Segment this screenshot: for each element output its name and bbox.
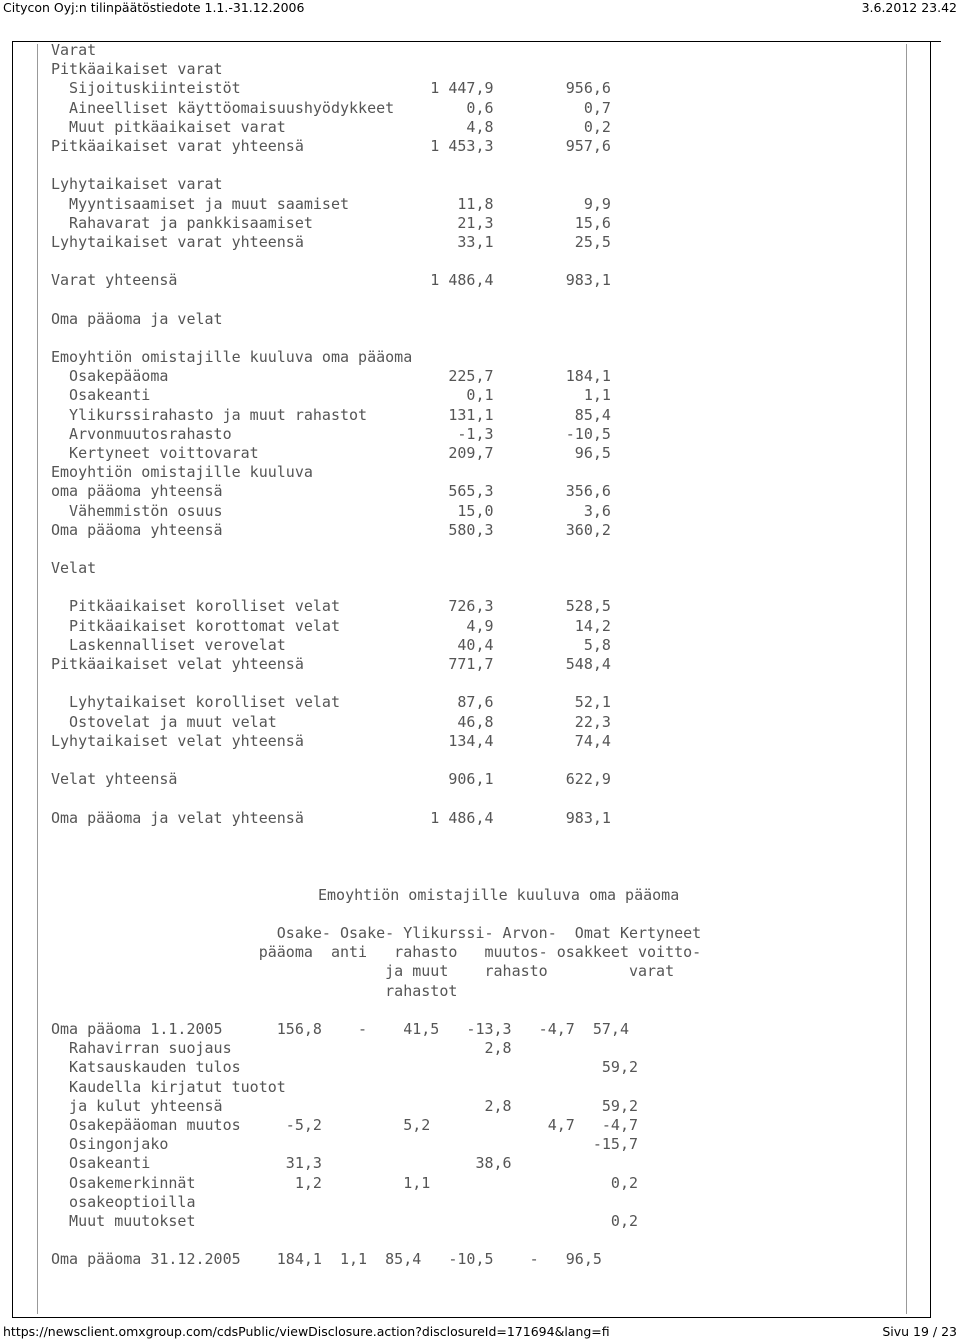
balance-line: Arvonmuutosrahasto -1,3 -10,5 [51, 424, 611, 443]
equity-header-line: pääoma anti rahasto muutos- osakkeet voitto- [51, 943, 702, 962]
balance-line: Kertyneet voittovarat 209,7 96,5 [51, 443, 611, 462]
equity-line: Oma pääoma 1.1.2005 156,8 - 41,5 -13,3 -4,7 57,4 [51, 1020, 629, 1038]
balance-line: Lyhytaikaiset varat yhteensä 33,1 25,5 [51, 232, 611, 251]
balance-line [51, 578, 611, 597]
balance-line [51, 789, 611, 808]
balance-line: Osakepääoma 225,7 184,1 [51, 367, 611, 386]
balance-line: Oma pääoma yhteensä 580,3 360,2 [51, 520, 611, 539]
equity-header-line: ja muut rahasto varat [51, 962, 675, 981]
balance-line: Sijoituskiinteistöt 1 447,9 956,6 [51, 79, 611, 98]
equity-header-line: Osake- Osake- Ylikurssi- Arvon- Omat Kertyneet [51, 924, 702, 942]
balance-line: Osakeanti 0,1 1,1 [51, 386, 611, 405]
footer-page-number: Sivu 19 / 23 [882, 1324, 957, 1339]
equity-line: Muut muutokset 0,2 [51, 1211, 638, 1230]
equity-title: Emoyhtiön omistajille kuuluva oma pääoma [318, 886, 680, 904]
right-border [930, 41, 931, 1317]
header-title: Citycon Oyj:n tilinpäätöstiedote 1.1.-31.12.2006 [3, 0, 305, 15]
balance-line: Ostovelat ja muut velat 46,8 22,3 [51, 712, 611, 731]
balance-line [51, 674, 611, 693]
balance-line: Pitkäaikaiset velat yhteensä 771,7 548,4 [51, 655, 611, 673]
equity-line: Osakepääoman muutos -5,2 5,2 4,7 -4,7 [51, 1115, 638, 1134]
left-border [12, 41, 13, 1317]
equity-line: Rahavirran suojaus 2,8 [51, 1039, 512, 1058]
balance-line: Pitkäaikaiset varat yhteensä 1 453,3 957,6 [51, 136, 611, 155]
balance-line: Myyntisaamiset ja muut saamiset 11,8 9,9 [51, 194, 611, 213]
balance-line: Ylikurssirahasto ja muut rahastot 131,1 85,4 [51, 405, 611, 424]
balance-line: Laskennalliset verovelat 40,4 5,8 [51, 635, 611, 654]
header-datetime: 3.6.2012 23.42 [861, 0, 957, 15]
balance-line: Lyhytaikaiset velat yhteensä 134,4 74,4 [51, 731, 611, 750]
balance-line [51, 751, 611, 770]
balance-line: Varat yhteensä 1 486,4 983,1 [51, 271, 611, 290]
balance-line: Rahavarat ja pankkisaamiset 21,3 15,6 [51, 213, 611, 232]
balance-line: Aineelliset käyttöomaisuushyödykkeet 0,6 0,7 [51, 98, 611, 117]
balance-line [51, 156, 611, 175]
balance-line: Oma pääoma ja velat [51, 309, 223, 328]
equity-changes-table [51, 1020, 638, 1269]
balance-line: Emoyhtiön omistajille kuuluva [51, 463, 313, 482]
balance-line: Varat [51, 41, 97, 59]
balance-line: Velat yhteensä 906,1 622,9 [51, 770, 611, 789]
equity-header-line: rahastot [51, 981, 458, 1000]
balance-line: Pitkäaikaiset korottomat velat 4,9 14,2 [51, 616, 611, 635]
page-footer [0, 1324, 960, 1341]
equity-line: Oma pääoma 31.12.2005 184,1 1,1 85,4 -10,5 - 96,5 [51, 1250, 602, 1269]
balance-line: Pitkäaikaiset varat [51, 60, 223, 79]
balance-line: Lyhytaikaiset varat [51, 175, 223, 194]
balance-line: Oma pääoma ja velat yhteensä 1 486,4 983,1 [51, 808, 611, 827]
balance-line: Lyhytaikaiset korolliset velat 87,6 52,1 [51, 693, 611, 712]
balance-line: Pitkäaikaiset korolliset velat 726,3 528,5 [51, 597, 611, 616]
equity-line: Osingonjako -15,7 [51, 1135, 638, 1154]
left-inner-border [37, 44, 38, 1314]
equity-line: Kaudella kirjatut tuotot [51, 1077, 286, 1096]
equity-column-headers [51, 924, 701, 1001]
equity-line: Osakemerkinnät 1,2 1,1 0,2 [51, 1173, 638, 1192]
bottom-rule [12, 1317, 931, 1318]
balance-line: oma pääoma yhteensä 565,3 356,6 [51, 482, 611, 501]
equity-line: osakeoptioilla [51, 1192, 196, 1211]
balance-line: Emoyhtiön omistajille kuuluva oma pääoma [51, 348, 413, 366]
equity-line: Osakeanti 31,3 38,6 [51, 1154, 512, 1173]
balance-sheet [51, 41, 611, 828]
equity-line: Katsauskauden tulos 59,2 [51, 1058, 638, 1077]
balance-line [51, 540, 611, 559]
balance-line [51, 329, 611, 348]
balance-line: Vähemmistön osuus 15,0 3,6 [51, 501, 611, 520]
footer-url: https://newsclient.omxgroup.com/cdsPublic/viewDisclosure.action?disclosureId=171694&lang=fi [3, 1324, 610, 1339]
equity-line [51, 1231, 638, 1250]
right-inner-border [906, 44, 907, 1314]
balance-line [51, 290, 611, 309]
balance-line: Velat [51, 559, 97, 578]
equity-line: ja kulut yhteensä 2,8 59,2 [51, 1096, 638, 1115]
page-header [0, 0, 960, 17]
balance-line: Muut pitkäaikaiset varat 4,8 0,2 [51, 117, 611, 136]
balance-line [51, 252, 611, 271]
